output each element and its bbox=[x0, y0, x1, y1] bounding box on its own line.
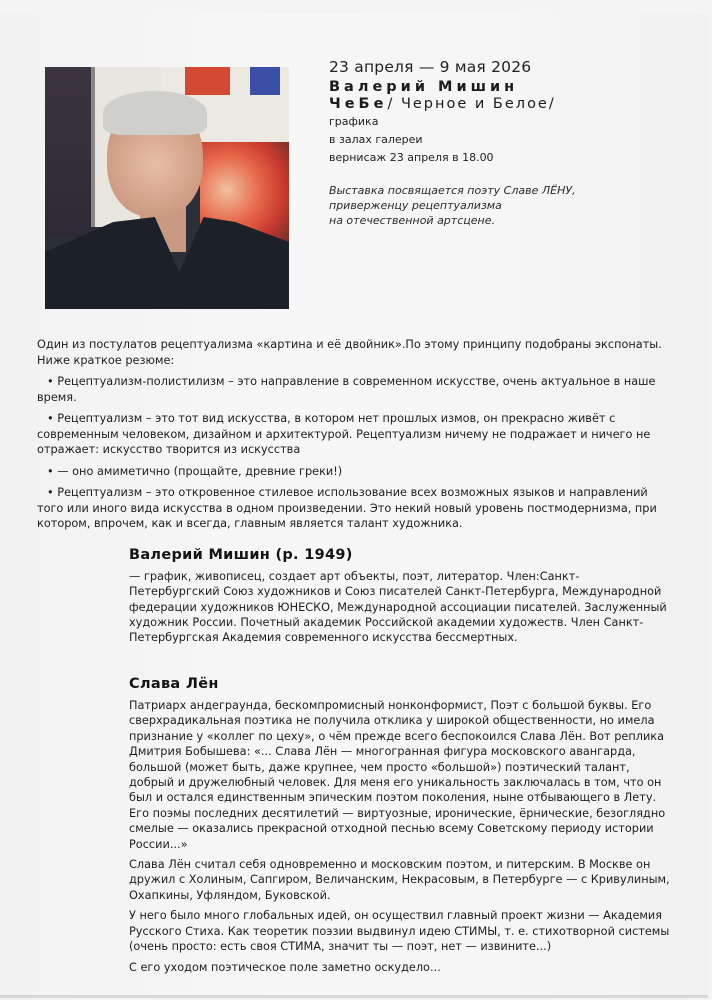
exhibition-venue: в залах галереи bbox=[329, 133, 423, 146]
photo-background-painting bbox=[45, 67, 91, 237]
page-bottom-edge bbox=[0, 995, 708, 998]
dedication-line: на отечественной артсцене. bbox=[329, 214, 495, 227]
bio-len-paragraph: С его уходом поэтическое поле заметно оскудело... bbox=[129, 960, 441, 974]
exhibition-genre: графика bbox=[329, 115, 379, 128]
intro-bullet: • Рецептуализм – это откровенное стилевое использование всех возможных языков и направлений того или иного вида искусства в одном произведении. Это некий новый уровень постмодернизма, при котором, впрочем, как и всегда, главным является талант художника. bbox=[37, 486, 657, 530]
exhibition-opening: вернисаж 23 апреля в 18.00 bbox=[329, 151, 494, 164]
exhibition-dates: 23 апреля — 9 мая 2026 bbox=[329, 58, 532, 76]
intro-bullet: • Рецептуализм-полистилизм – это направление в современном искусстве, очень актуальное в наше время. bbox=[37, 375, 656, 404]
bio-len-heading: Слава Лён bbox=[129, 676, 219, 692]
photo-artwork bbox=[250, 67, 280, 95]
portrait-photo bbox=[45, 67, 289, 309]
bio-mishin-heading: Валерий Мишин (р. 1949) bbox=[129, 547, 353, 563]
intro-bullet: • Рецептуализм – это тот вид искусства, в котором нет прошлых измов, он прекрасно живёт с современным человеком, дизайном и архитектурой. Рецептуализм ничему не подражает и ничего не отражает: искусство творится из искусства bbox=[37, 412, 651, 456]
intro-section bbox=[37, 337, 677, 538]
intro-bullet: • — оно амиметично (прощайте, древние греки!) bbox=[47, 464, 343, 478]
photo-frame-edge bbox=[91, 67, 95, 227]
photo-figure-hair bbox=[103, 91, 207, 135]
bio-len-paragraph: Слава Лён считал себя одновременно и московским поэтом, и питерским. В Москве он дружил с Холиным, Сапгиром, Величанским, Некрасовым, в Петербурге — с Кривулиным, Охапкины, Уфляндом, Буковской. bbox=[129, 858, 670, 902]
intro-lead: Один из постулатов рецептуализма «картина и её двойник».По этому принципу подобраны экспонаты. Ниже краткое резюме: bbox=[37, 338, 662, 367]
bio-mishin-section bbox=[129, 547, 669, 650]
exhibition-info bbox=[329, 58, 659, 228]
bio-len-paragraph: Патриарх андеграунда, бескомпромисный нонконформист, Поэт с большой буквы. Его сверхрадикальная поэтика не получила отклика у широкой общественности, но имела признание у «коллег по цеху», о чём прежде всего беспокоился Слава Лён. Вот реплика Дмитрия Бобышева: «... Слава Лён — многогранная фигура московского авангарда, большой (может быть, даже крупнее, чем просто «большой») поэтический талант, добрый и дружелюбный человек. Для меня его уникальность заключалась в том, что он был и остался единственным эпическим поэтом поколения, ныне отбывающего в Лету. Его поэмы последних десятилетий — виртуозные, иронические, ёрнические, безоглядно смелые — оказались прекрасной отходной песнью всему Советскому периоду истории России...» bbox=[129, 699, 666, 851]
dedication-line: Выставка посвящается поэту Славе ЛЁНУ, bbox=[329, 184, 576, 197]
exhibition-title bbox=[329, 96, 659, 113]
dedication-text bbox=[329, 183, 659, 228]
poster-page bbox=[0, 14, 708, 998]
photo-artwork bbox=[185, 67, 230, 95]
bio-len-section bbox=[129, 676, 674, 980]
bio-len-paragraph: У него было много глобальных идей, он осуществил главный проект жизни — Академия Русского Стиха. Как теоретик поэзии выдвинул идею СТИМЫ, т. е. стихотворной системы (очень просто: есть своя СТИМА, значит ты — поэт, нет — извините...) bbox=[129, 909, 670, 954]
dedication-line: приверженцу рецептуализма bbox=[329, 199, 502, 212]
exhibition-title-bold: ЧеБе bbox=[329, 96, 388, 112]
artist-name: Валерий Мишин bbox=[329, 79, 519, 95]
exhibition-title-rest: / Черное и Белое/ bbox=[387, 96, 556, 112]
bio-mishin-text: — график, живописец, создает арт объекты, поэт, литератор. Член:Санкт-Петербургский Союз художников и Союз писателей Санкт-Петербурга, Международной федерации художников ЮНЕСКО, Международной ассоциации писателей. Заслуженный художник России. Почетный академик Российской академии художеств. Член Санкт-Петербургская Академия современного искусства бессмертных. bbox=[129, 570, 667, 645]
